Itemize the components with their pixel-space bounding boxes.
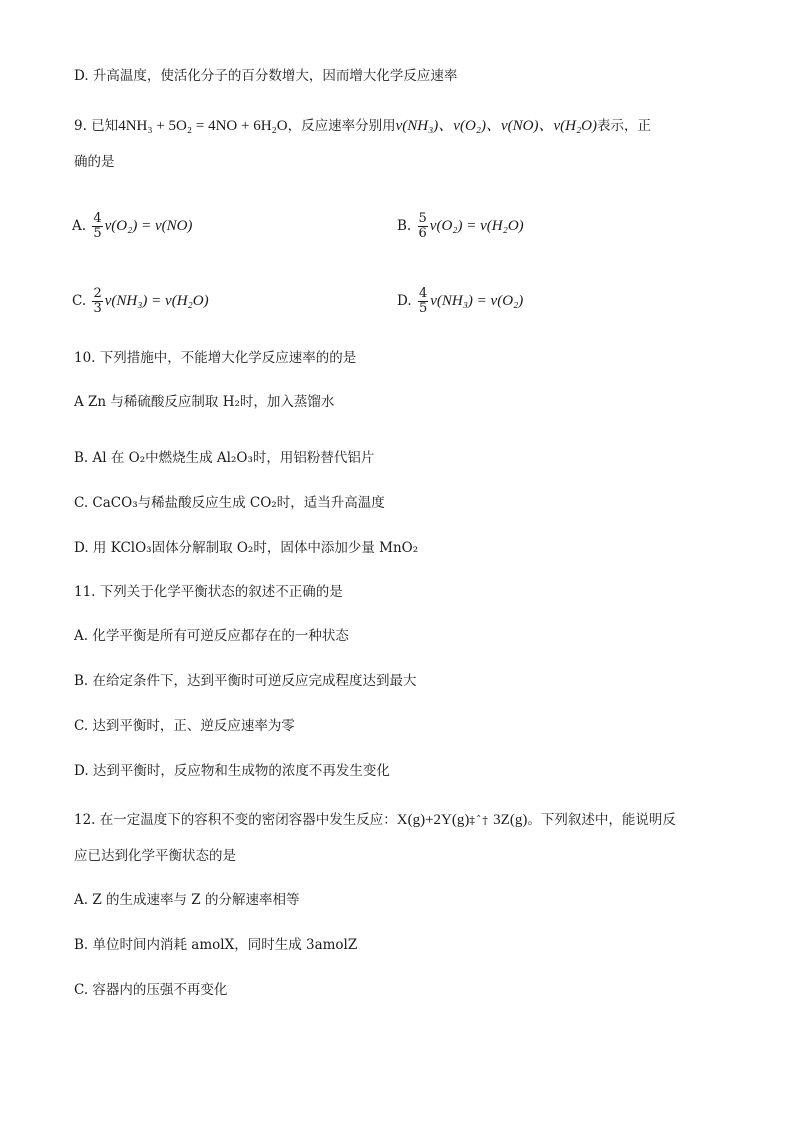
frac-den: 3 xyxy=(93,301,102,316)
q9-stem xyxy=(74,116,651,136)
q11-option-a: A. 化学平衡是所有可逆反应都存在的一种状态 xyxy=(74,628,349,644)
q9-suffix: 表示，正 xyxy=(597,118,652,134)
q11-option-d: D. 达到平衡时，反应物和生成物的浓度不再发生变化 xyxy=(74,763,390,779)
q9-option-a-fraction xyxy=(92,212,102,241)
q11-option-b: B. 在给定条件下，达到平衡时可逆反应完成程度达到最大 xyxy=(74,673,417,689)
q10-option-c: C. CaCO₃与稀盐酸反应生成 CO₂时，适当升高温度 xyxy=(74,495,385,511)
q9-equation: 4NH₃ + 5O₂ = 4NO + 6H₂O xyxy=(118,118,288,134)
frac-den: 5 xyxy=(418,301,428,316)
q9-stem-line2: 确的是 xyxy=(74,154,115,170)
q9-option-c-label: C. xyxy=(72,293,87,309)
q9-mid: ，反应速率分别用 xyxy=(287,118,396,134)
q12-reaction-right: 3Z(g) xyxy=(493,812,528,828)
q12-option-a: A. Z 的生成速率与 Z 的分解速率相等 xyxy=(74,892,300,908)
q9-option-b-expr: v(O₂) = v(H₂O) xyxy=(429,218,524,234)
q9-option-d xyxy=(397,287,523,316)
q11-option-c: C. 达到平衡时，正、逆反应速率为零 xyxy=(74,718,295,734)
q12-option-b: B. 单位时间内消耗 amolX，同时生成 3amolZ xyxy=(74,937,358,953)
frac-num: 2 xyxy=(93,286,102,301)
q10-option-b: B. Al 在 O₂中燃烧生成 Al₂O₃时，用铝粉替代铝片 xyxy=(74,450,375,466)
q9-rates: v(NH₃)、v(O₂)、v(NO)、v(H₂O) xyxy=(395,118,598,134)
q12-reaction-left: X(g)+2Y(g) xyxy=(396,812,470,828)
q9-number: 9. xyxy=(74,118,87,134)
q12-option-c: C. 容器内的压强不再变化 xyxy=(74,982,228,998)
q9-option-d-expr: v(NH₃) = v(O₂) xyxy=(430,293,524,309)
q10-option-a: A Zn 与稀硫酸反应制取 H₂时，加入蒸馏水 xyxy=(74,394,335,410)
frac-den: 6 xyxy=(418,226,427,241)
q9-option-b-fraction xyxy=(418,212,428,241)
q8-option-d: D. 升高温度，使活化分子的百分数增大，因而增大化学反应速率 xyxy=(74,68,458,84)
q9-option-d-label: D. xyxy=(397,293,412,309)
q10-option-d: D. 用 KClO₃固体分解制取 O₂时，固体中添加少量 MnO₂ xyxy=(74,540,419,556)
q12-equilibrium-arrow: ‡ˆ† xyxy=(469,814,489,827)
q9-option-a-label: A. xyxy=(72,218,87,234)
frac-num: 5 xyxy=(418,211,427,226)
frac-num: 4 xyxy=(93,211,102,226)
q12-stem-a: 12. 在一定温度下的容积不变的密闭容器中发生反应： xyxy=(74,812,397,828)
q9-option-c-fraction xyxy=(92,287,102,316)
q12-stem xyxy=(74,810,676,831)
q9-option-b-label: B. xyxy=(397,218,412,234)
q9-option-a xyxy=(72,212,192,241)
q9-prefix: 已知 xyxy=(91,118,119,134)
q12-stem-b: 。下列叙述中，能说明反 xyxy=(527,812,676,828)
q9-option-c xyxy=(72,287,209,316)
q9-option-a-expr: v(O₂) = v(NO) xyxy=(104,218,193,234)
frac-den: 5 xyxy=(93,226,102,241)
q10-stem: 10. 下列措施中，不能增大化学反应速率的的是 xyxy=(74,350,357,366)
frac-num: 4 xyxy=(418,286,428,301)
q9-option-c-expr: v(NH₃) = v(H₂O) xyxy=(104,293,209,309)
q11-stem: 11. 下列关于化学平衡状态的叙述不正确的是 xyxy=(74,584,343,600)
q12-stem-line2: 应已达到化学平衡状态的是 xyxy=(74,848,236,864)
q9-option-b xyxy=(397,212,524,241)
q9-option-d-fraction xyxy=(418,287,428,316)
